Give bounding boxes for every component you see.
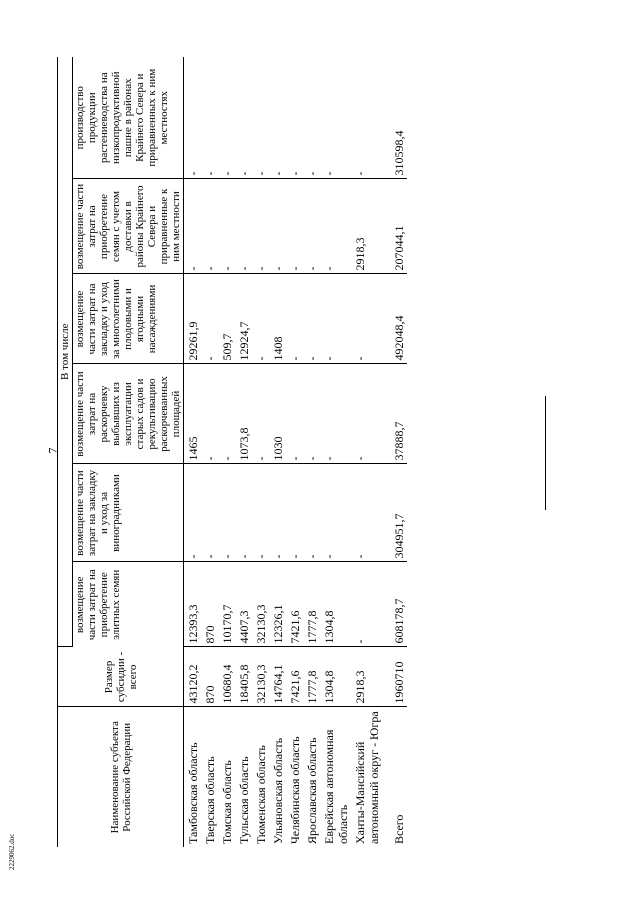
cell-vineyards: - bbox=[269, 464, 286, 562]
header-orchard-uprooting: возмещение части затрат на раскорчевку выбывших из эксплуатации старых садов и рекультивацию раскорчеванных площадей bbox=[73, 364, 184, 464]
total-vineyards: 304951,7 bbox=[382, 464, 407, 562]
table-row bbox=[235, 57, 252, 847]
cell-subsidy-total: 18405,8 bbox=[235, 647, 252, 707]
cell-orchard-uprooting: - bbox=[201, 364, 218, 464]
cell-region: Тверская область bbox=[203, 756, 217, 844]
cell-orchard-uprooting: - bbox=[252, 364, 269, 464]
cell-low-productive-arable: - bbox=[184, 57, 202, 179]
subsidy-table bbox=[57, 57, 407, 847]
total-label: Всего bbox=[392, 814, 406, 844]
cell-perennial-plantings: 12924,7 bbox=[235, 274, 252, 364]
header-elite-seeds: возмещение части затрат на приобретение элитных семян bbox=[73, 562, 184, 647]
cell-perennial-plantings: 509,7 bbox=[218, 274, 235, 364]
total-row bbox=[382, 57, 407, 847]
cell-perennial-plantings: - bbox=[286, 274, 303, 364]
cell-region: Томская область bbox=[220, 760, 234, 844]
table-row bbox=[351, 57, 382, 847]
cell-seed-delivery-north: - bbox=[269, 179, 286, 274]
cell-elite-seeds: 870 bbox=[201, 562, 218, 647]
table-row bbox=[201, 57, 218, 847]
cell-region: Челябинская область bbox=[288, 736, 302, 844]
cell-elite-seeds: 10170,7 bbox=[218, 562, 235, 647]
cell-low-productive-arable: - bbox=[351, 57, 382, 179]
table-row bbox=[218, 57, 235, 847]
cell-subsidy-total: 32130,3 bbox=[252, 647, 269, 707]
total-perennial-plantings: 492048,4 bbox=[382, 274, 407, 364]
cell-seed-delivery-north: - bbox=[286, 179, 303, 274]
total-orchard-uprooting: 37888,7 bbox=[382, 364, 407, 464]
cell-low-productive-arable: - bbox=[269, 57, 286, 179]
cell-vineyards: - bbox=[235, 464, 252, 562]
cell-subsidy-total: 2918,3 bbox=[351, 647, 382, 707]
total-low-productive-arable: 310598,4 bbox=[382, 57, 407, 179]
table-row bbox=[320, 57, 351, 847]
cell-vineyards: - bbox=[201, 464, 218, 562]
cell-low-productive-arable: - bbox=[218, 57, 235, 179]
cell-low-productive-arable: - bbox=[303, 57, 320, 179]
cell-subsidy-total: 1777,8 bbox=[303, 647, 320, 707]
cell-elite-seeds: 12393,3 bbox=[184, 562, 202, 647]
cell-seed-delivery-north: - bbox=[184, 179, 202, 274]
cell-vineyards: - bbox=[351, 464, 382, 562]
footer-filename: 2229062.doc bbox=[8, 833, 16, 870]
cell-low-productive-arable: - bbox=[286, 57, 303, 179]
cell-orchard-uprooting: 1073,8 bbox=[235, 364, 252, 464]
cell-low-productive-arable: - bbox=[320, 57, 351, 179]
cell-perennial-plantings: - bbox=[351, 274, 382, 364]
total-subsidy-total: 1960710 bbox=[382, 647, 407, 707]
cell-seed-delivery-north: - bbox=[235, 179, 252, 274]
cell-subsidy-total: 1304,8 bbox=[320, 647, 351, 707]
page-number: 7 bbox=[45, 447, 60, 454]
cell-orchard-uprooting: - bbox=[351, 364, 382, 464]
total-elite-seeds: 608178,7 bbox=[382, 562, 407, 647]
header-perennial-plantings: возмещение части затрат на закладку и уход за многолетними плодовыми и ягодными насаждениями bbox=[73, 274, 184, 364]
cell-orchard-uprooting: - bbox=[320, 364, 351, 464]
cell-orchard-uprooting: - bbox=[303, 364, 320, 464]
cell-vineyards: - bbox=[184, 464, 202, 562]
header-including: В том числе bbox=[58, 57, 73, 647]
header-seed-delivery-north: возмещение части затрат на приобретение семян с учетом доставки в районы Крайнего Севера и приравненные к ним местности bbox=[73, 179, 184, 274]
cell-seed-delivery-north: - bbox=[303, 179, 320, 274]
header-low-productive-arable: производство продукции растениеводства на низкопродуктивной пашне в районах Крайнего Севера и приравненных к ним местностях bbox=[73, 57, 184, 179]
table-row bbox=[286, 57, 303, 847]
cell-vineyards: - bbox=[218, 464, 235, 562]
cell-elite-seeds: 4407,3 bbox=[235, 562, 252, 647]
cell-perennial-plantings: - bbox=[303, 274, 320, 364]
table-row bbox=[303, 57, 320, 847]
cell-region: Ульяновская область bbox=[271, 737, 285, 844]
cell-elite-seeds: 12326,1 bbox=[269, 562, 286, 647]
cell-region: Еврейская автономная область bbox=[322, 729, 350, 844]
header-region: Наименование субъекта Российской Федерации bbox=[58, 707, 184, 847]
cell-vineyards: - bbox=[252, 464, 269, 562]
cell-elite-seeds: - bbox=[351, 562, 382, 647]
cell-subsidy-total: 10680,4 bbox=[218, 647, 235, 707]
cell-perennial-plantings: 29261,9 bbox=[184, 274, 202, 364]
cell-region: Тульская область bbox=[237, 756, 251, 844]
header-vineyards: возмещение части затрат на закладку и уход за виноградниками bbox=[73, 464, 184, 562]
header-subsidy-total: Размер субсидии - всего bbox=[58, 647, 184, 707]
cell-orchard-uprooting: 1465 bbox=[184, 364, 202, 464]
cell-region: Ханты-Мансийский автономный округ - Югра bbox=[353, 711, 381, 844]
cell-region: Ярославская область bbox=[305, 737, 319, 844]
cell-perennial-plantings: - bbox=[252, 274, 269, 364]
cell-subsidy-total: 14764,1 bbox=[269, 647, 286, 707]
cell-region: Тамбовская область bbox=[186, 742, 200, 844]
cell-elite-seeds: 1304,8 bbox=[320, 562, 351, 647]
subsidy-table-container bbox=[57, 57, 637, 847]
cell-seed-delivery-north: - bbox=[218, 179, 235, 274]
cell-low-productive-arable: - bbox=[235, 57, 252, 179]
cell-seed-delivery-north: 2918,3 bbox=[351, 179, 382, 274]
cell-elite-seeds: 1777,8 bbox=[303, 562, 320, 647]
cell-perennial-plantings: 1408 bbox=[269, 274, 286, 364]
cell-perennial-plantings: - bbox=[201, 274, 218, 364]
cell-low-productive-arable: - bbox=[201, 57, 218, 179]
cell-orchard-uprooting: - bbox=[218, 364, 235, 464]
cell-seed-delivery-north: - bbox=[320, 179, 351, 274]
cell-elite-seeds: 32130,3 bbox=[252, 562, 269, 647]
cell-seed-delivery-north: - bbox=[252, 179, 269, 274]
cell-low-productive-arable: - bbox=[252, 57, 269, 179]
cell-vineyards: - bbox=[286, 464, 303, 562]
cell-vineyards: - bbox=[320, 464, 351, 562]
cell-elite-seeds: 7421,6 bbox=[286, 562, 303, 647]
cell-orchard-uprooting: - bbox=[286, 364, 303, 464]
cell-region: Тюменская область bbox=[254, 745, 268, 844]
table-row bbox=[184, 57, 202, 847]
cell-seed-delivery-north: - bbox=[201, 179, 218, 274]
cell-vineyards: - bbox=[303, 464, 320, 562]
cell-orchard-uprooting: 1030 bbox=[269, 364, 286, 464]
cell-subsidy-total: 870 bbox=[201, 647, 218, 707]
table-row bbox=[252, 57, 269, 847]
total-seed-delivery-north: 207044,1 bbox=[382, 179, 407, 274]
cell-perennial-plantings: - bbox=[320, 274, 351, 364]
table-row bbox=[269, 57, 286, 847]
cell-subsidy-total: 7421,6 bbox=[286, 647, 303, 707]
cell-subsidy-total: 43120,2 bbox=[184, 647, 202, 707]
